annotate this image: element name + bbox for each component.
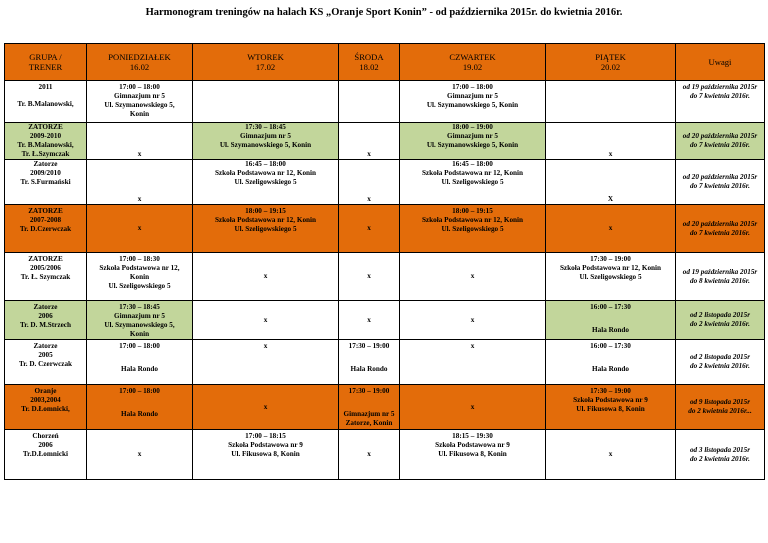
group-cell: Zatorze 2005 Tr. D. Czerwczak — [5, 340, 87, 385]
table-row — [5, 205, 765, 253]
table-row — [5, 160, 765, 205]
group-cell: Chorzeń 2006 Tr.D.Łomnicki — [5, 430, 87, 480]
notes-cell: od 19 października 2015r do 7 kwietnia 2016r. — [676, 81, 765, 123]
group-cell: 2011 Tr. B.Malanowski, — [5, 81, 87, 123]
thursday-cell: 16:45 – 18:00 Szkoła Podstawowa nr 12, Konin Ul. Szeligowskiego 5 — [400, 160, 546, 205]
tuesday-cell: x — [193, 340, 339, 385]
notes-cell: od 19 października 2015r do 8 kwietnia 2016r. — [676, 253, 765, 301]
monday-cell: x — [87, 205, 193, 253]
thursday-cell: 18:00 – 19:15 Szkoła Podstawowa nr 12, Konin Ul. Szeligowskiego 5 — [400, 205, 546, 253]
thursday-cell: 18:15 – 19:30 Szkoła Podstawowa nr 9 Ul. Fikusowa 8, Konin — [400, 430, 546, 480]
friday-cell: x — [546, 205, 676, 253]
notes-cell: od 20 października 2015r do 7 kwietnia 2016r. — [676, 123, 765, 160]
table-row — [5, 385, 765, 430]
tuesday-cell — [193, 81, 339, 123]
page-title: Harmonogram treningów na halach KS „Oranje Sport Konin” - od października 2015r. do kwietnia 2016r. — [145, 7, 623, 18]
monday-cell: x — [87, 123, 193, 160]
header-notes: Uwagi — [676, 44, 765, 81]
friday-cell: 16:00 – 17:30 Hala Rondo — [546, 340, 676, 385]
wednesday-cell: 17:30 – 19:00 Hala Rondo — [339, 340, 400, 385]
monday-cell: 17:00 – 18:30 Szkoła Podstawowa nr 12, Konin Ul. Szeligowskiego 5 — [87, 253, 193, 301]
wednesday-cell: x — [339, 301, 400, 340]
notes-cell: od 20 października 2015r do 7 kwietnia 2016r. — [676, 160, 765, 205]
tuesday-cell: x — [193, 301, 339, 340]
tuesday-cell: 16:45 – 18:00 Szkoła Podstawowa nr 12, Konin Ul. Szeligowskiego 5 — [193, 160, 339, 205]
friday-cell: 17:30 – 19:00 Szkoła Podstawowa nr 9 Ul. Fikusowa 8, Konin — [546, 385, 676, 430]
group-cell: ZATORZE 2007-2008 Tr. D.Czerwczak — [5, 205, 87, 253]
schedule-table — [4, 43, 765, 480]
header-monday: PONIEDZIAŁEK 16.02 — [87, 44, 193, 81]
friday-cell: 17:30 – 19:00 Szkoła Podstawowa nr 12, Konin Ul. Szeligowskiego 5 — [546, 253, 676, 301]
friday-cell: 16:00 – 17:30 Hala Rondo — [546, 301, 676, 340]
monday-cell: x — [87, 430, 193, 480]
table-row — [5, 430, 765, 480]
notes-cell: od 2 listopada 2015r do 2 kwietnia 2016r. — [676, 301, 765, 340]
group-cell: Oranje 2003,2004 Tr. D.Łomnicki, — [5, 385, 87, 430]
tuesday-cell: x — [193, 253, 339, 301]
notes-cell: od 20 października 2015r do 7 kwietnia 2016r. — [676, 205, 765, 253]
table-row — [5, 340, 765, 385]
wednesday-cell — [339, 81, 400, 123]
thursday-cell: 17:00 – 18:00 Gimnazjum nr 5 Ul. Szymanowskiego 5, Konin — [400, 81, 546, 123]
wednesday-cell: x — [339, 253, 400, 301]
tuesday-cell: x — [193, 385, 339, 430]
table-row — [5, 253, 765, 301]
header-row — [5, 44, 765, 81]
thursday-cell: x — [400, 301, 546, 340]
table-row — [5, 123, 765, 160]
header-group: GRUPA / TRENER — [5, 44, 87, 81]
notes-cell: od 3 listopada 2015r do 2 kwietnia 2016r. — [676, 430, 765, 480]
friday-cell — [546, 81, 676, 123]
group-cell: ZATORZE 2005/2006 Tr. Ł. Szymczak — [5, 253, 87, 301]
wednesday-cell: x — [339, 123, 400, 160]
header-wednesday: ŚRODA 18.02 — [339, 44, 400, 81]
header-friday: PIĄTEK 20.02 — [546, 44, 676, 81]
header-tuesday: WTOREK 17.02 — [193, 44, 339, 81]
wednesday-cell: x — [339, 160, 400, 205]
tuesday-cell: 17:30 – 18:45 Gimnazjum nr 5 Ul. Szymanowskiego 5, Konin — [193, 123, 339, 160]
notes-cell: od 2 listopada 2015r do 2 kwietnia 2016r. — [676, 340, 765, 385]
group-cell: Zatorze 2009/2010 Tr. S.Furmański — [5, 160, 87, 205]
thursday-cell: x — [400, 385, 546, 430]
group-cell: Zatorze 2006 Tr. D. M.Strzech — [5, 301, 87, 340]
table-row — [5, 81, 765, 123]
friday-cell: x — [546, 123, 676, 160]
wednesday-cell: x — [339, 430, 400, 480]
header-thursday: CZWARTEK 19.02 — [400, 44, 546, 81]
wednesday-cell: x — [339, 205, 400, 253]
monday-cell: 17:00 – 18:00 Hala Rondo — [87, 385, 193, 430]
monday-cell: 17:00 – 18:00 Hala Rondo — [87, 340, 193, 385]
friday-cell: x — [546, 430, 676, 480]
group-cell: ZATORZE 2009-2010 Tr. B.Malanowski, Tr. Ł.Szymczak — [5, 123, 87, 160]
notes-cell: od 9 listopada 2015r do 2 kwietnia 2016r... — [676, 385, 765, 430]
thursday-cell: x — [400, 253, 546, 301]
monday-cell: 17:00 – 18:00 Gimnazjum nr 5 Ul. Szymanowskiego 5, Konin — [87, 81, 193, 123]
friday-cell: X — [546, 160, 676, 205]
thursday-cell: 18:00 – 19:00 Gimnazjum nr 5 Ul. Szymanowskiego 5, Konin — [400, 123, 546, 160]
thursday-cell: x — [400, 340, 546, 385]
tuesday-cell: 18:00 – 19:15 Szkoła Podstawowa nr 12, Konin Ul. Szeligowskiego 5 — [193, 205, 339, 253]
table-row — [5, 301, 765, 340]
tuesday-cell: 17:00 – 18:15 Szkoła Podstawowa nr 9 Ul. Fikusowa 8, Konin — [193, 430, 339, 480]
monday-cell: 17:30 – 18:45 Gimnazjum nr 5 Ul. Szymanowskiego 5, Konin — [87, 301, 193, 340]
monday-cell: x — [87, 160, 193, 205]
wednesday-cell: 17:30 – 19:00 Gimnazjum nr 5 Zatorze, Konin — [339, 385, 400, 430]
